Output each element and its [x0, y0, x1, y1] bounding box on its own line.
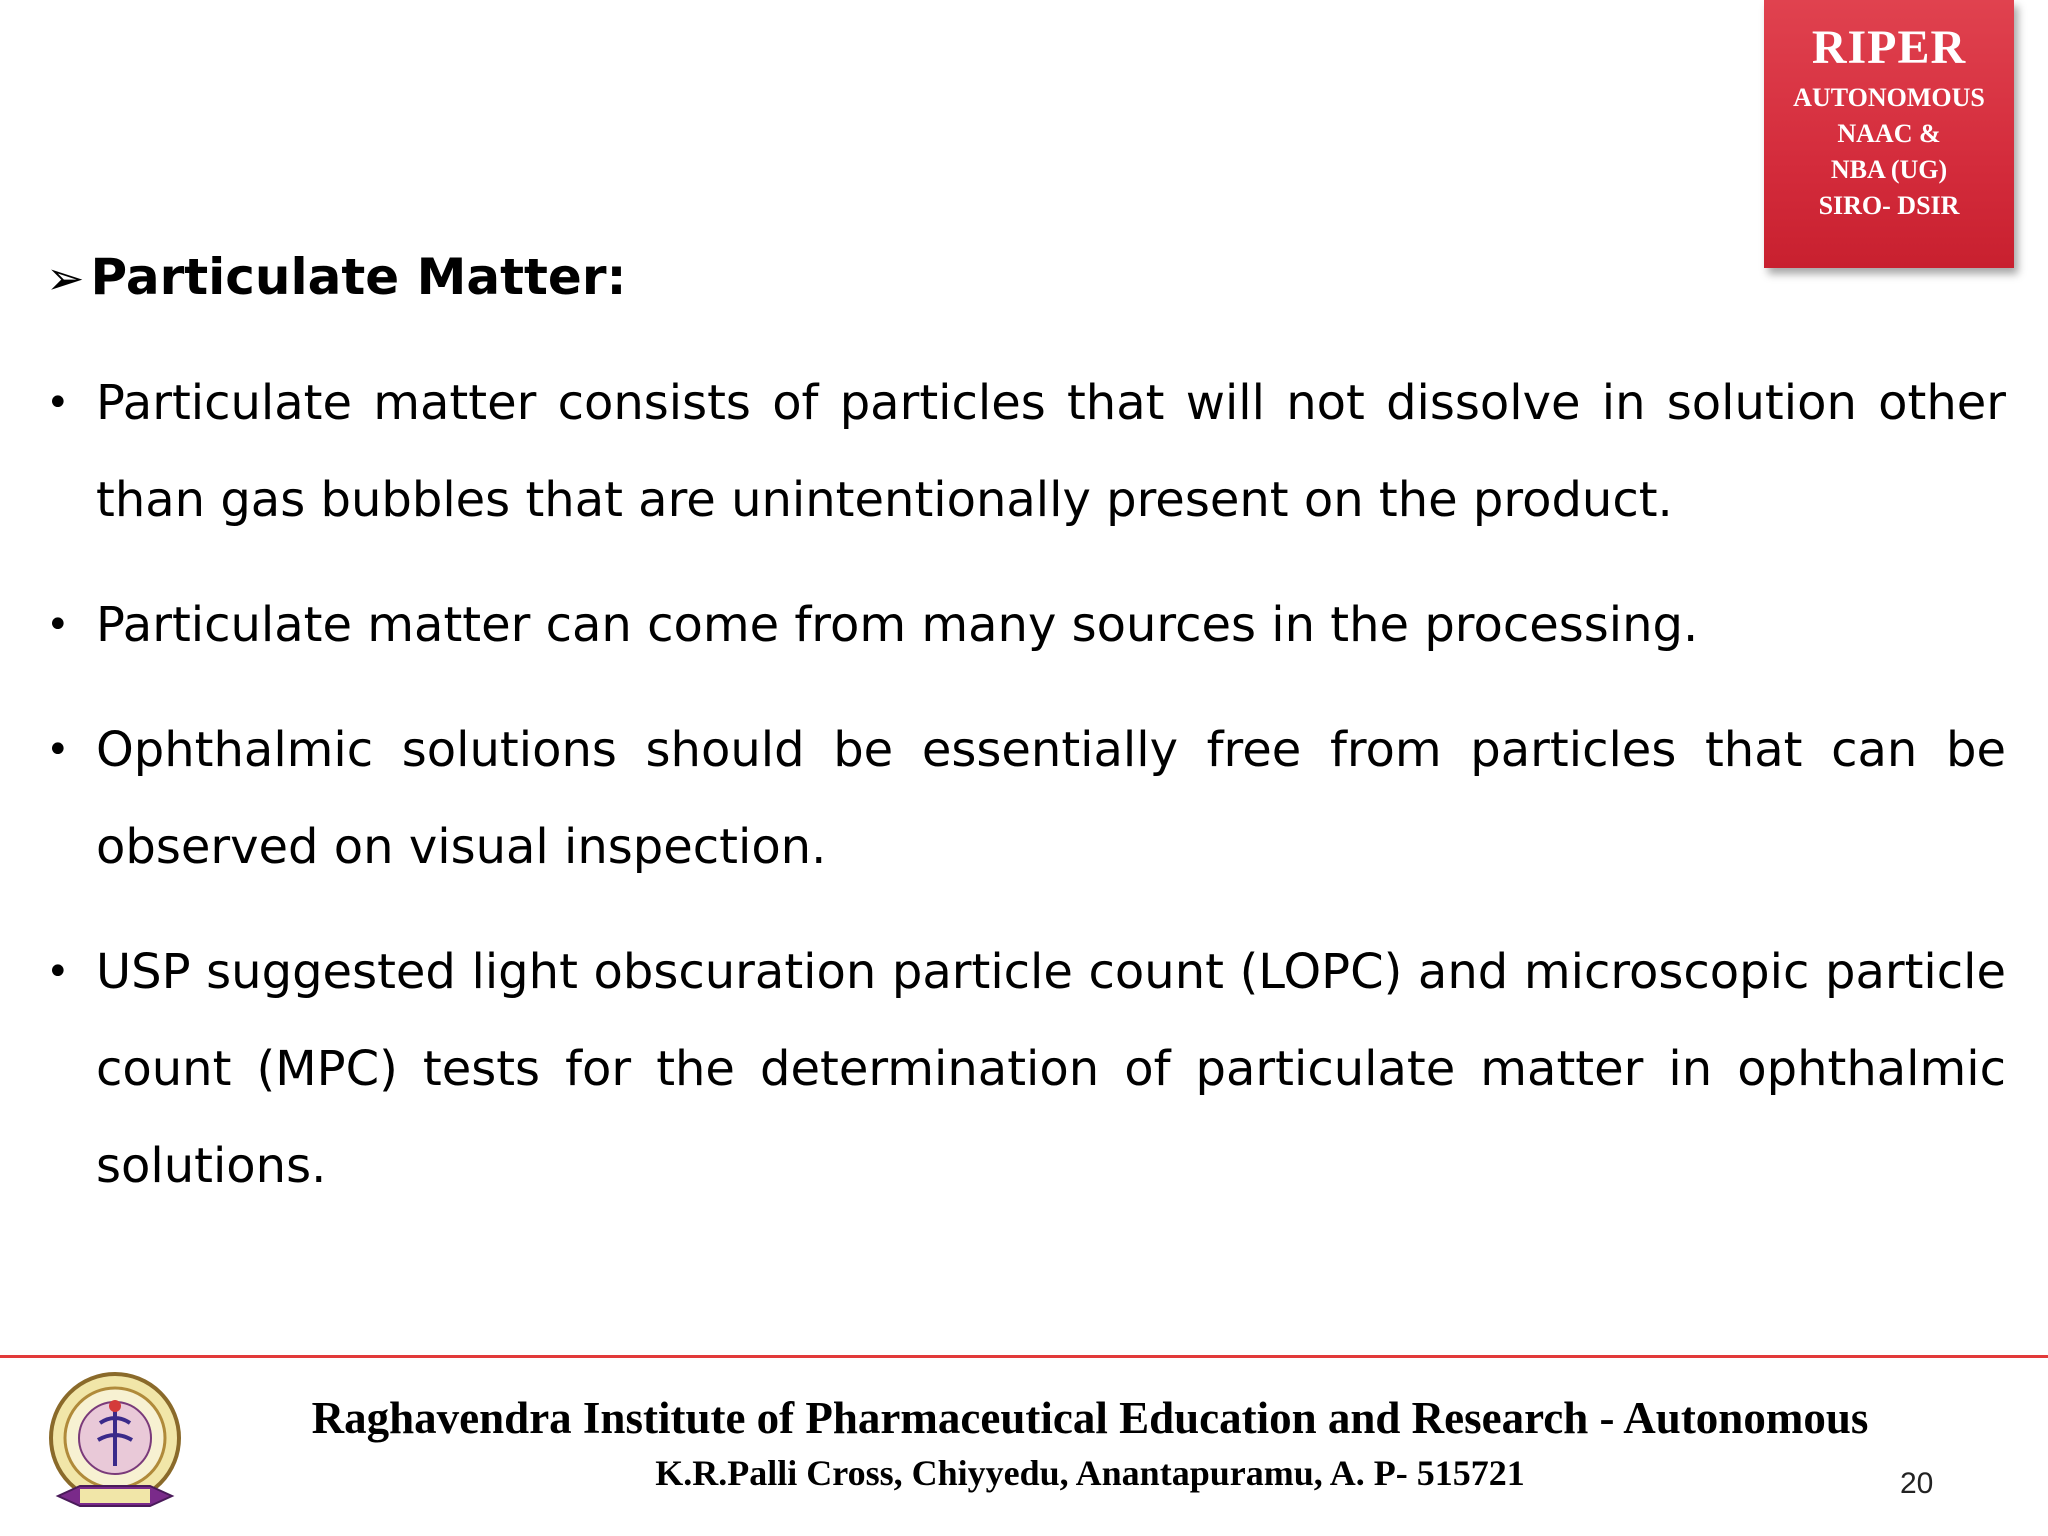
badge-line-autonomous: AUTONOMOUS	[1793, 83, 1985, 112]
bullet-dot-icon: •	[46, 602, 70, 648]
institute-logo-icon	[40, 1368, 190, 1528]
badge-line-naac: NAAC &	[1837, 119, 1941, 148]
badge-title: RIPER	[1811, 21, 1967, 74]
footer-divider	[0, 1355, 2048, 1358]
bullet-dot-icon: •	[46, 380, 70, 426]
bullet-dot-icon: •	[46, 727, 70, 773]
list-item	[46, 924, 2006, 1215]
badge-line-nba: NBA (UG)	[1830, 155, 1948, 184]
list-item	[46, 577, 2006, 674]
arrow-bullet-icon: ➢	[46, 251, 85, 305]
heading-text: Particulate Matter:	[90, 248, 627, 306]
section-heading	[46, 245, 626, 310]
page-number: 20	[1900, 1467, 1934, 1500]
institute-address: K.R.Palli Cross, Chiyyedu, Anantapuramu, A. P- 515721	[655, 1453, 1525, 1493]
list-item-text: Particulate matter can come from many sources in the processing.	[96, 597, 1699, 653]
institute-name: Raghavendra Institute of Pharmaceutical Education and Research - Autonomous	[311, 1393, 1869, 1443]
list-item	[46, 355, 2006, 549]
bullet-list	[46, 355, 2006, 1243]
list-item-text: Particulate matter consists of particles that will not dissolve in solution other than gas bubbles that are unintentionally present on the product.	[96, 375, 2006, 528]
badge-line-siro: SIRO- DSIR	[1818, 191, 1960, 220]
list-item-text: USP suggested light obscuration particle count (LOPC) and microscopic particle count (MPC) tests for the determination of particulate matter in ophthalmic solutions.	[96, 944, 2006, 1194]
accreditation-badge	[1764, 0, 2014, 268]
bullet-dot-icon: •	[46, 949, 70, 995]
list-item-text: Ophthalmic solutions should be essentially free from particles that can be observed on visual inspection.	[96, 722, 2006, 875]
list-item	[46, 702, 2006, 896]
